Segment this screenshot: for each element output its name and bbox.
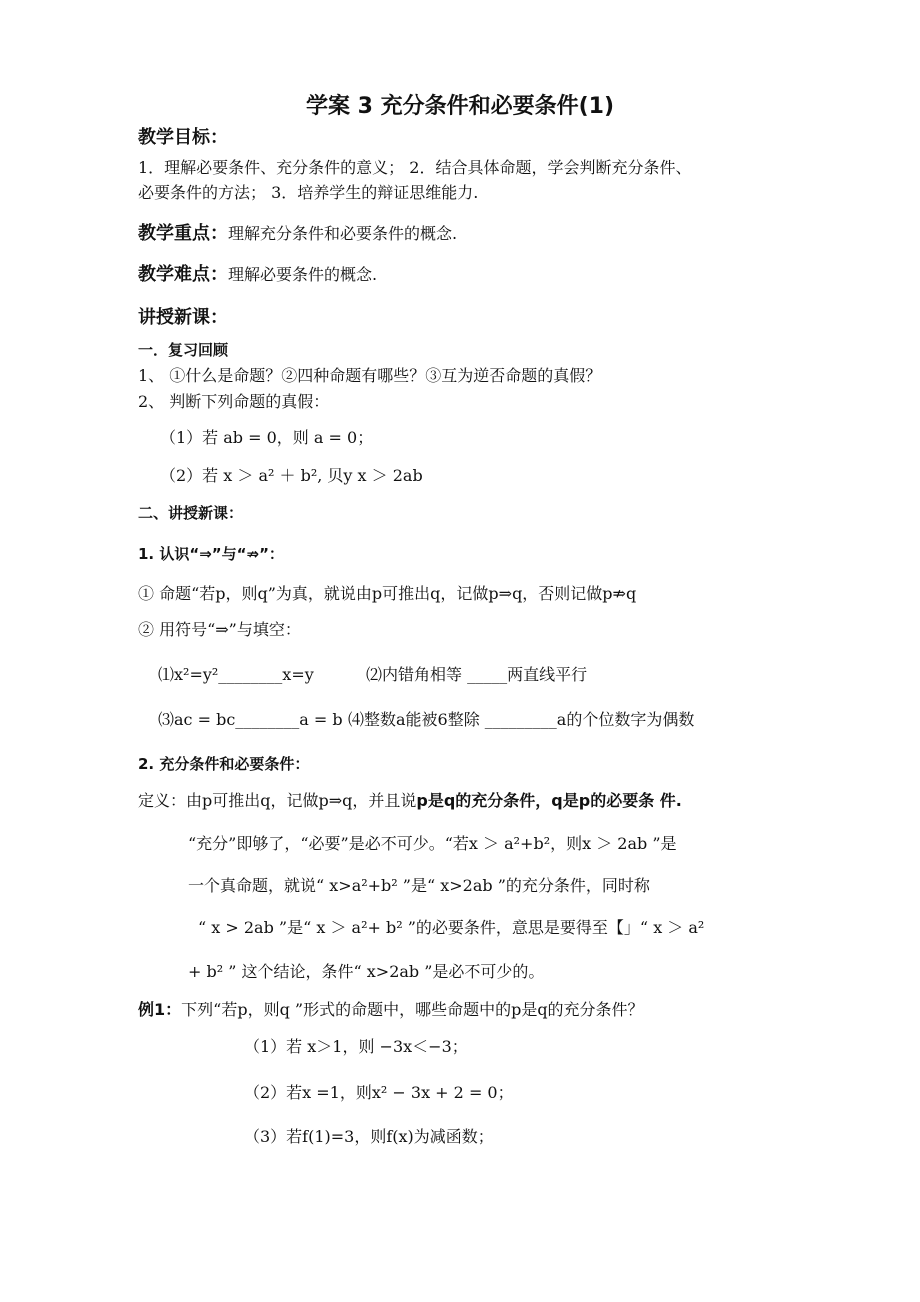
explanation-line-1: “充分”即够了，“必要”是必不可少。“若x ＞ a²+b²，则x ＞ 2ab ”是 bbox=[188, 834, 677, 853]
fill-blank-4: ⑷整数a能被6整除 _________a的个位数字为偶数 bbox=[348, 710, 695, 729]
review-heading: 一．复习回顾 bbox=[138, 341, 229, 359]
example1-label: 例1： bbox=[138, 1000, 182, 1019]
lesson-heading: 讲授新课： bbox=[138, 307, 228, 328]
difficulty-point bbox=[138, 265, 377, 285]
example1-text: 下列“若p，则q ”形式的命题中，哪些命题中的p是q的充分条件？ bbox=[181, 1000, 644, 1019]
definition bbox=[138, 791, 682, 811]
definition-emphasis: p是q的充分条件，q是p的必要条 件. bbox=[416, 791, 682, 810]
key-heading: 教学重点： bbox=[138, 223, 228, 244]
section2-heading: 2. 充分条件和必要条件： bbox=[138, 755, 310, 773]
example1-case-2: （2）若x =1，则x² − 3x + 2 = 0； bbox=[244, 1083, 514, 1102]
page-title: 学案 3 充分条件和必要条件(1) bbox=[305, 94, 615, 119]
example1 bbox=[138, 1000, 644, 1020]
review-question-2: 2、 判断下列命题的真假： bbox=[138, 392, 330, 411]
new-lesson-heading: 二、讲授新课： bbox=[138, 504, 244, 522]
explanation-line-4: + b² ” 这个结论，条件“ x>2ab ”是必不可少的。 bbox=[188, 962, 545, 981]
key-text: 理解充分条件和必要条件的概念. bbox=[228, 224, 458, 243]
review-proposition-1: （1）若 ab = 0，则 a = 0； bbox=[160, 428, 374, 447]
difficulty-heading: 教学难点： bbox=[138, 264, 228, 285]
section1-item-1: ① 命题“若p，则q”为真，就说由p可推出q，记做p⇒q，否则记做p⇏q bbox=[138, 584, 637, 603]
review-question-1: 1、 ①什么是命题？②四种命题有哪些？③互为逆否命题的真假？ bbox=[138, 366, 602, 385]
section1-item-2: ② 用符号“⇒”与填空： bbox=[138, 620, 301, 639]
example1-case-3: （3）若f(1)=3，则f(x)为减函数； bbox=[244, 1127, 494, 1146]
definition-text: 定义：由p可推出q，记做p⇒q，并且说 bbox=[138, 791, 417, 810]
fill-blank-1: ⑴x²=y²________x=y bbox=[158, 665, 314, 684]
difficulty-text: 理解必要条件的概念. bbox=[228, 265, 378, 284]
example1-case-1: （1）若 x＞1，则 −3x＜−3； bbox=[244, 1037, 468, 1056]
explanation-line-3: “ x > 2ab ”是“ x ＞ a²+ b² ”的必要条件，意思是要得至【」“ x ＞ a² bbox=[198, 918, 705, 937]
key-point bbox=[138, 224, 457, 244]
explanation-line-2: 一个真命题，就说“ x>a²+b² ”是“ x>2ab ”的充分条件，同时称 bbox=[188, 876, 650, 895]
review-proposition-2: （2）若 x ＞ a² ＋ b², 贝y x ＞ 2ab bbox=[160, 466, 423, 485]
goals-line-2: 必要条件的方法； 3．培养学生的辩证思维能力. bbox=[138, 183, 479, 202]
goals-line-1: 1．理解必要条件、充分条件的意义； 2．结合具体命题，学会判断充分条件、 bbox=[138, 158, 692, 177]
goals-heading: 教学目标： bbox=[138, 127, 228, 148]
fill-blank-3: ⑶ac = bc________a = b bbox=[158, 710, 343, 729]
section1-heading: 1. 认识“⇒”与“⇏”： bbox=[138, 545, 284, 563]
fill-blank-2: ⑵内错角相等 _____两直线平行 bbox=[366, 665, 588, 684]
